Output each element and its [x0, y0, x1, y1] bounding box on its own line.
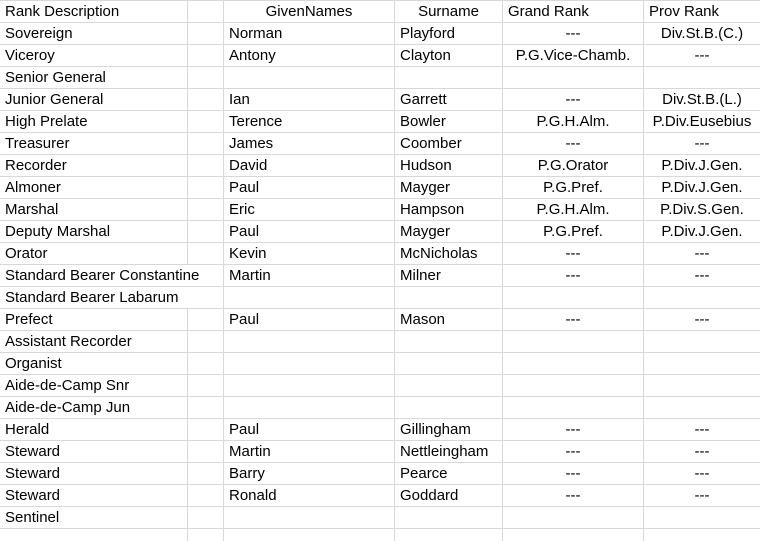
- table-row: [0, 23, 760, 45]
- surname-cell[interactable]: Mayger: [395, 177, 503, 199]
- given-names-cell[interactable]: [224, 397, 395, 419]
- sheet-body: [0, 23, 760, 529]
- given-names-cell[interactable]: Antony: [224, 45, 395, 67]
- spacer-cell[interactable]: [188, 67, 224, 89]
- rank-description-cell[interactable]: Orator: [0, 243, 188, 265]
- grand-rank-cell[interactable]: P.G.Pref.: [503, 177, 644, 199]
- table-row: [0, 485, 760, 507]
- spacer-cell[interactable]: [188, 199, 224, 221]
- prov-rank-cell[interactable]: ---: [644, 463, 760, 485]
- prov-rank-cell[interactable]: Div.St.B.(L.): [644, 89, 760, 111]
- grand-rank-cell[interactable]: [503, 287, 644, 309]
- empty-cell[interactable]: [395, 529, 503, 541]
- spacer-cell[interactable]: [188, 485, 224, 507]
- given-names-cell[interactable]: Ian: [224, 89, 395, 111]
- table-row: [0, 265, 760, 287]
- table-row: [0, 463, 760, 485]
- prov-rank-cell[interactable]: ---: [644, 45, 760, 67]
- surname-cell[interactable]: [395, 397, 503, 419]
- table-row: [0, 45, 760, 67]
- rank-description-cell[interactable]: Sentinel: [0, 507, 188, 529]
- prov-rank-cell[interactable]: P.Div.Eusebius: [644, 111, 760, 133]
- prov-rank-cell[interactable]: P.Div.J.Gen.: [644, 177, 760, 199]
- table-row: [0, 243, 760, 265]
- surname-cell[interactable]: [395, 375, 503, 397]
- partial-row: [0, 529, 760, 541]
- rank-description-cell[interactable]: High Prelate: [0, 111, 188, 133]
- grand-rank-cell[interactable]: ---: [503, 485, 644, 507]
- prov-rank-cell[interactable]: ---: [644, 309, 760, 331]
- prov-rank-cell[interactable]: ---: [644, 441, 760, 463]
- grand-rank-cell[interactable]: P.G.H.Alm.: [503, 199, 644, 221]
- surname-cell[interactable]: Playford: [395, 23, 503, 45]
- header-rank-description[interactable]: Rank Description: [0, 1, 188, 23]
- rank-description-cell[interactable]: Almoner: [0, 177, 188, 199]
- rank-description-cell[interactable]: Steward: [0, 485, 188, 507]
- surname-cell[interactable]: [395, 507, 503, 529]
- prov-rank-cell[interactable]: [644, 67, 760, 89]
- table-row: [0, 155, 760, 177]
- surname-cell[interactable]: Nettleingham: [395, 441, 503, 463]
- given-names-cell[interactable]: [224, 67, 395, 89]
- grand-rank-cell[interactable]: [503, 507, 644, 529]
- spacer-cell[interactable]: [188, 375, 224, 397]
- empty-cell[interactable]: [0, 529, 188, 541]
- rank-description-cell[interactable]: Senior General: [0, 67, 188, 89]
- spacer-cell[interactable]: [188, 89, 224, 111]
- grand-rank-cell[interactable]: ---: [503, 133, 644, 155]
- grand-rank-cell[interactable]: ---: [503, 309, 644, 331]
- spacer-cell[interactable]: [188, 353, 224, 375]
- rank-description-cell[interactable]: Prefect: [0, 309, 188, 331]
- given-names-cell[interactable]: Eric: [224, 199, 395, 221]
- table-row: [0, 221, 760, 243]
- header-given-names[interactable]: GivenNames: [224, 1, 395, 23]
- table-row: [0, 199, 760, 221]
- surname-cell[interactable]: Clayton: [395, 45, 503, 67]
- spacer-cell[interactable]: [188, 507, 224, 529]
- table-row: [0, 507, 760, 529]
- given-names-cell[interactable]: Paul: [224, 309, 395, 331]
- surname-cell[interactable]: [395, 287, 503, 309]
- prov-rank-cell[interactable]: [644, 397, 760, 419]
- header-spacer-column[interactable]: [188, 1, 224, 23]
- grand-rank-cell[interactable]: P.G.Orator: [503, 155, 644, 177]
- spacer-cell[interactable]: [188, 243, 224, 265]
- grand-rank-cell[interactable]: ---: [503, 265, 644, 287]
- header-grand-rank[interactable]: Grand Rank: [503, 1, 644, 23]
- given-names-cell[interactable]: David: [224, 155, 395, 177]
- surname-cell[interactable]: Garrett: [395, 89, 503, 111]
- rank-description-cell[interactable]: Assistant Recorder: [0, 331, 188, 353]
- prov-rank-cell[interactable]: [644, 353, 760, 375]
- rank-description-cell[interactable]: Aide-de-Camp Snr: [0, 375, 188, 397]
- prov-rank-cell[interactable]: P.Div.J.Gen.: [644, 221, 760, 243]
- prov-rank-cell[interactable]: Div.St.B.(C.): [644, 23, 760, 45]
- grand-rank-cell[interactable]: [503, 353, 644, 375]
- empty-cell[interactable]: [188, 529, 224, 541]
- spacer-cell[interactable]: [188, 45, 224, 67]
- spacer-cell[interactable]: [188, 23, 224, 45]
- surname-cell[interactable]: Bowler: [395, 111, 503, 133]
- grand-rank-cell[interactable]: P.G.Pref.: [503, 221, 644, 243]
- rank-description-cell[interactable]: Viceroy: [0, 45, 188, 67]
- grand-rank-cell[interactable]: P.G.H.Alm.: [503, 111, 644, 133]
- header-surname[interactable]: Surname: [395, 1, 503, 23]
- prov-rank-cell[interactable]: ---: [644, 265, 760, 287]
- table-row: [0, 111, 760, 133]
- prov-rank-cell[interactable]: [644, 507, 760, 529]
- spacer-cell[interactable]: [188, 155, 224, 177]
- table-row: [0, 331, 760, 353]
- prov-rank-cell[interactable]: ---: [644, 243, 760, 265]
- given-names-cell[interactable]: Martin: [224, 441, 395, 463]
- spacer-cell[interactable]: [188, 221, 224, 243]
- grand-rank-cell[interactable]: [503, 331, 644, 353]
- rank-description-cell[interactable]: Organist: [0, 353, 188, 375]
- header-prov-rank[interactable]: Prov Rank: [644, 1, 760, 23]
- spacer-cell[interactable]: [188, 419, 224, 441]
- prov-rank-cell[interactable]: ---: [644, 419, 760, 441]
- given-names-cell[interactable]: Paul: [224, 221, 395, 243]
- rank-description-cell[interactable]: Standard Bearer Constantine: [0, 265, 224, 287]
- spacer-cell[interactable]: [188, 111, 224, 133]
- table-row: [0, 397, 760, 419]
- table-row: [0, 177, 760, 199]
- surname-cell[interactable]: [395, 331, 503, 353]
- table-row: [0, 133, 760, 155]
- empty-cell[interactable]: [224, 529, 395, 541]
- given-names-cell[interactable]: [224, 331, 395, 353]
- table-row: [0, 287, 760, 309]
- rank-description-cell[interactable]: Aide-de-Camp Jun: [0, 397, 188, 419]
- grand-rank-cell[interactable]: ---: [503, 243, 644, 265]
- given-names-cell[interactable]: [224, 353, 395, 375]
- surname-cell[interactable]: [395, 353, 503, 375]
- grand-rank-cell[interactable]: ---: [503, 89, 644, 111]
- surname-cell[interactable]: [395, 67, 503, 89]
- grand-rank-cell[interactable]: P.G.Vice-Chamb.: [503, 45, 644, 67]
- empty-cell[interactable]: [644, 529, 760, 541]
- prov-rank-cell[interactable]: [644, 287, 760, 309]
- prov-rank-cell[interactable]: [644, 331, 760, 353]
- given-names-cell[interactable]: [224, 507, 395, 529]
- given-names-cell[interactable]: Terence: [224, 111, 395, 133]
- table-row: [0, 419, 760, 441]
- surname-cell[interactable]: Milner: [395, 265, 503, 287]
- rank-description-cell[interactable]: Steward: [0, 441, 188, 463]
- spacer-cell[interactable]: [188, 441, 224, 463]
- rank-description-cell[interactable]: Herald: [0, 419, 188, 441]
- surname-cell[interactable]: Gillingham: [395, 419, 503, 441]
- rank-description-cell[interactable]: Junior General: [0, 89, 188, 111]
- given-names-cell[interactable]: Barry: [224, 463, 395, 485]
- given-names-cell[interactable]: [224, 375, 395, 397]
- given-names-cell[interactable]: [224, 287, 395, 309]
- table-row: [0, 375, 760, 397]
- prov-rank-cell[interactable]: ---: [644, 485, 760, 507]
- grand-rank-cell[interactable]: ---: [503, 441, 644, 463]
- spacer-cell[interactable]: [188, 309, 224, 331]
- prov-rank-cell[interactable]: P.Div.S.Gen.: [644, 199, 760, 221]
- given-names-cell[interactable]: Martin: [224, 265, 395, 287]
- empty-cell[interactable]: [503, 529, 644, 541]
- grand-rank-cell[interactable]: ---: [503, 419, 644, 441]
- spacer-cell[interactable]: [188, 133, 224, 155]
- table-row: [0, 309, 760, 331]
- grand-rank-cell[interactable]: [503, 397, 644, 419]
- given-names-cell[interactable]: Paul: [224, 177, 395, 199]
- prov-rank-cell[interactable]: P.Div.J.Gen.: [644, 155, 760, 177]
- prov-rank-cell[interactable]: [644, 375, 760, 397]
- table-row: [0, 67, 760, 89]
- surname-cell[interactable]: McNicholas: [395, 243, 503, 265]
- rank-description-cell[interactable]: Sovereign: [0, 23, 188, 45]
- surname-cell[interactable]: Goddard: [395, 485, 503, 507]
- surname-cell[interactable]: Hampson: [395, 199, 503, 221]
- given-names-cell[interactable]: Norman: [224, 23, 395, 45]
- grand-rank-cell[interactable]: [503, 67, 644, 89]
- rank-description-cell[interactable]: Recorder: [0, 155, 188, 177]
- rank-description-cell[interactable]: Steward: [0, 463, 188, 485]
- spacer-cell[interactable]: [188, 177, 224, 199]
- spacer-cell[interactable]: [188, 397, 224, 419]
- table-row: [0, 353, 760, 375]
- spacer-cell[interactable]: [188, 331, 224, 353]
- surname-cell[interactable]: Pearce: [395, 463, 503, 485]
- grand-rank-cell[interactable]: ---: [503, 23, 644, 45]
- surname-cell[interactable]: Hudson: [395, 155, 503, 177]
- header-row: [0, 1, 760, 23]
- given-names-cell[interactable]: Ronald: [224, 485, 395, 507]
- grand-rank-cell[interactable]: [503, 375, 644, 397]
- given-names-cell[interactable]: James: [224, 133, 395, 155]
- table-row: [0, 441, 760, 463]
- given-names-cell[interactable]: Kevin: [224, 243, 395, 265]
- rank-description-cell[interactable]: Marshal: [0, 199, 188, 221]
- grand-rank-cell[interactable]: ---: [503, 463, 644, 485]
- rank-description-cell[interactable]: Standard Bearer Labarum: [0, 287, 224, 309]
- rank-description-cell[interactable]: Deputy Marshal: [0, 221, 188, 243]
- surname-cell[interactable]: Mason: [395, 309, 503, 331]
- surname-cell[interactable]: Mayger: [395, 221, 503, 243]
- surname-cell[interactable]: Coomber: [395, 133, 503, 155]
- spacer-cell[interactable]: [188, 463, 224, 485]
- prov-rank-cell[interactable]: ---: [644, 133, 760, 155]
- given-names-cell[interactable]: Paul: [224, 419, 395, 441]
- rank-description-cell[interactable]: Treasurer: [0, 133, 188, 155]
- table-row: [0, 89, 760, 111]
